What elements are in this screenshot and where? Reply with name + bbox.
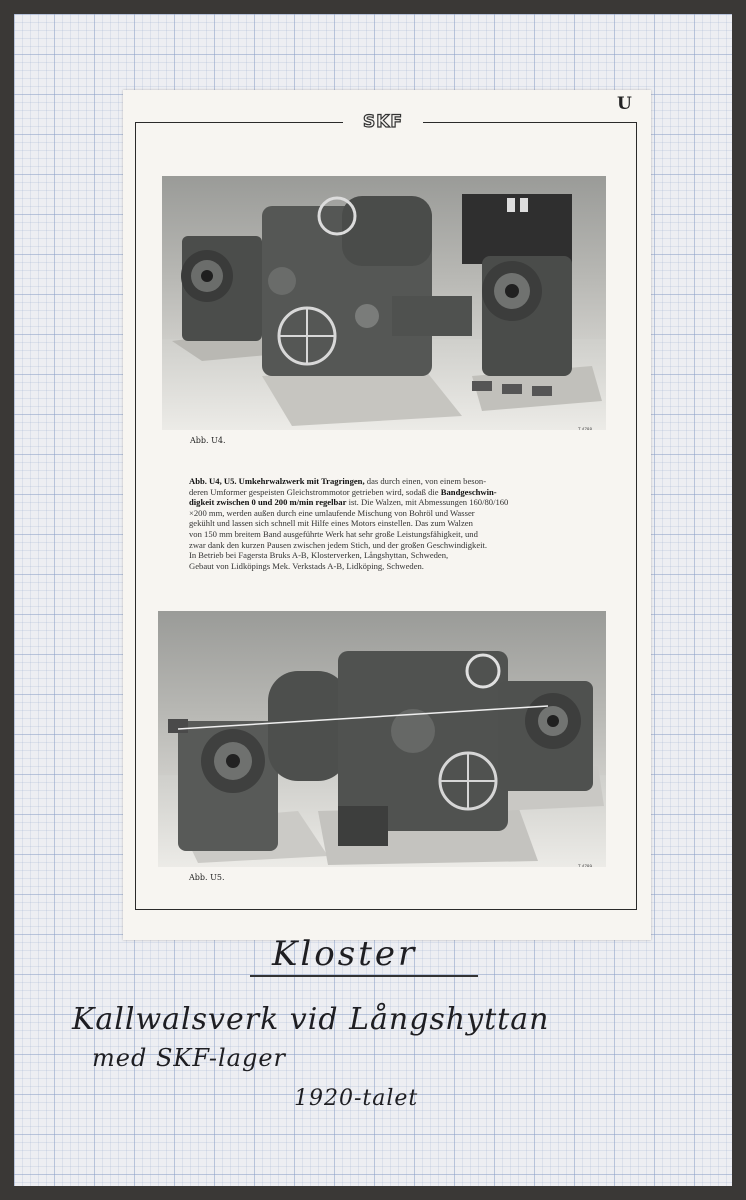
photo-u5 xyxy=(158,611,606,867)
handwritten-line-1: Kallwalsverk vid Långshyttan xyxy=(72,1002,550,1037)
description-text: Abb. U4, U5. Umkehrwalzwerk mit Tragringen, das durch einen, von einem beson- deren Umformer gespeisten Gleichstrommotor getrieben wird, sodaß die Bandgeschwin- digkeit zwischen 0 und 200 m/min regelbar ist. Die Walzen, mit Abmessungen 160/80/160 ×200 mm, werden außen durch eine umlaufende Mischung von Bohröl und Wasser gekühlt und lassen sich schnell mit Hilfe eines Motors einstellen. Das zum Walzen von 150 mm breitem Band ausgeführte Werk hat sehr große Leistungsfähigkeit, und zwar dank den kurzen Pausen zwischen jedem Stich, und der großen Geschwindigkeit. In Betrieb bei Fagersta Bruks A-B, Klosterverken, Långshyttan, Schweden, Gebaut von Lidköpings Mek. Verkstads A-B, Lidköping, Schweden. xyxy=(189,476,509,571)
caption-u4: Abb. U4. xyxy=(190,436,226,445)
section-letter: U xyxy=(617,94,632,114)
catalog-clipping xyxy=(123,90,651,940)
photo-u4-code: T 4788 xyxy=(578,427,592,430)
caption-u5: Abb. U5. xyxy=(189,873,225,882)
title-underline xyxy=(250,975,478,977)
handwritten-line-2: med SKF-lager xyxy=(92,1044,287,1072)
rolling-mill-u5-illustration xyxy=(158,611,606,867)
handwritten-title: Kloster xyxy=(272,934,418,974)
skf-logo: SKF xyxy=(343,112,423,134)
photo-u4 xyxy=(162,176,606,430)
photo-u5-code: T 4789 xyxy=(578,864,592,867)
handwritten-line-3: 1920-talet xyxy=(294,1086,419,1111)
description-lead: Abb. U4, U5. Umkehrwalzwerk mit Tragringen, xyxy=(189,476,365,486)
rolling-mill-u4-illustration xyxy=(162,176,606,430)
graph-paper-mount xyxy=(14,14,732,1186)
